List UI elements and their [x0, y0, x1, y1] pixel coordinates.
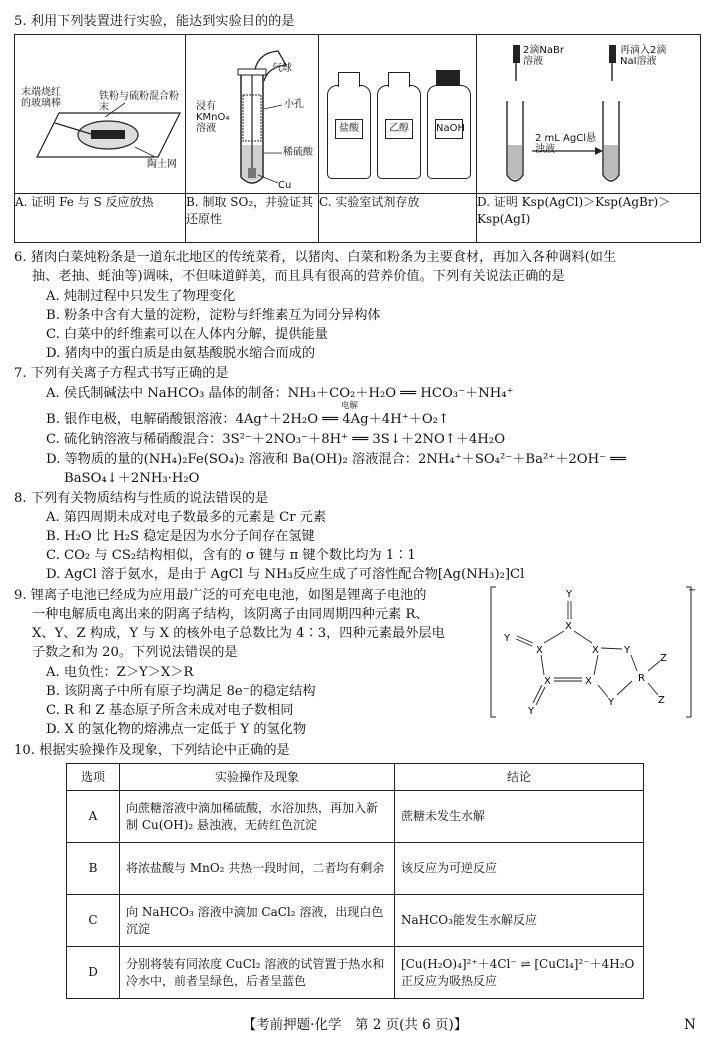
q10-row-b-operation: 将浓盐酸与 MnO₂ 共热一段时间，二者均有剩余	[120, 843, 395, 895]
q10-row-d-conclusion: [Cu(H₂O)₄]²⁺＋4Cl⁻ ⇌ [CuCl₄]²⁻＋4H₂O 正反应为吸热反应	[395, 947, 644, 999]
atom-x1: X	[565, 621, 572, 632]
fig-d-drop2-label: 再滴入2滴NaI溶液	[620, 45, 667, 67]
q10-row-d	[67, 947, 644, 999]
q8-option-b: B. H₂O 比 H₂S 稳定是因为水分子间存在氢键	[46, 529, 315, 544]
atom-x3: X	[592, 645, 599, 656]
q8-stem: 8. 下列有关物质结构与性质的说法错误的是	[14, 491, 269, 506]
atom-z2: Z	[658, 695, 665, 706]
q9-option-d: D. X 的氢化物的熔沸点一定低于 Y 的氢化物	[46, 722, 307, 737]
fig-a-net-label: 陶土网	[147, 159, 177, 170]
q7-option-c: C. 硫化钠溶液与稀硝酸混合：3S²⁻＋2NO₃⁻＋8H⁺ ══ 3S↓＋2NO↑＋4H₂O	[46, 432, 506, 447]
anion-charge: −	[688, 585, 697, 596]
atom-x2: X	[536, 645, 543, 656]
fig-d-agcl-label: 2 mL AgCl悬浊液	[535, 133, 596, 155]
q6-option-b: B. 粉条中含有大量的淀粉，淀粉与纤维素互为同分异构体	[46, 308, 381, 323]
q10-row-b	[67, 843, 644, 895]
q5-figure-c	[319, 35, 477, 194]
q10-row-c-operation: 向 NaHCO₃ 溶液中滴加 CaCl₂ 溶液，出现白色沉淀	[120, 895, 395, 947]
q10-header-conclusion: 结论	[395, 764, 644, 791]
q10-row-c-option: C	[67, 895, 120, 947]
q5-figure-b	[186, 35, 319, 194]
q10-table	[66, 763, 644, 999]
bottle-naoh-label: NaOH	[435, 119, 463, 139]
q5-caption-c: C. 实验室试剂存放	[319, 194, 477, 243]
q10-row-d-operation: 分别将装有同浓度 CuCl₂ 溶液的试管置于热水和冷水中，前者呈绿色，后者呈蓝色	[120, 947, 395, 999]
q5-stem: 5. 利用下列装置进行实验，能达到实验目的的是	[14, 14, 295, 29]
q9-option-c: C. R 和 Z 基态原子所含未成对电子数相同	[46, 703, 294, 718]
q7-option-a: A. 侯氏制碱法中 NaHCO₃ 晶体的制备：NH₃＋CO₂＋H₂O ══ HCO₃⁻＋NH₄⁺	[46, 386, 514, 401]
page-footer: 【考前押题·化学 第 2 页(共 6 页)】	[242, 1017, 468, 1033]
q5-caption-a: A. 证明 Fe 与 S 反应放热	[15, 194, 186, 243]
q10-row-a-operation: 向蔗糖溶液中滴加稀硫酸，水浴加热，再加入新制 Cu(OH)₂ 悬浊液，无砖红色沉淀	[120, 791, 395, 843]
atom-y3: Y	[624, 645, 631, 656]
q6-stem-line1: 6. 猪肉白菜炖粉条是一道东北地区的传统菜肴，以猪肉、白菜和粉条为主要食材，再加入各种调料(如生	[14, 250, 617, 265]
fig-b-balloon-label: 气球	[272, 63, 292, 74]
q10-header-option: 选项	[67, 764, 120, 791]
atom-y2: Y	[504, 633, 511, 644]
q5-figure-d	[477, 35, 701, 194]
q10-row-a-conclusion: 蔗糖未发生水解	[395, 791, 644, 843]
q9-stem-line3: X、Y、Z 构成，Y 与 X 的核外电子总数比为 4∶3，四种元素最外层电	[32, 626, 445, 641]
q10-row-c	[67, 895, 644, 947]
q9-option-b: B. 该阴离子中所有原子均满足 8e⁻的稳定结构	[46, 684, 316, 699]
q9-stem-line1: 9. 锂离子电池已经成为应用最广泛的可充电电池，如图是锂离子电池的	[14, 588, 427, 603]
atom-y5: Y	[528, 706, 535, 717]
atom-y4: Y	[608, 697, 615, 708]
q10-row-c-conclusion: NaHCO₃能发生水解反应	[395, 895, 644, 947]
bottle-hcl	[327, 85, 371, 179]
atom-y1: Y	[566, 589, 573, 600]
q10-row-a-option: A	[67, 791, 120, 843]
fig-b-hole-label: 小孔	[284, 99, 304, 110]
footer-mark: N	[684, 1017, 696, 1033]
fig-a-mix-label: 铁粉与硫粉混合粉末	[99, 91, 179, 113]
bottle-ethanol-label: 乙醇	[385, 119, 413, 139]
bottle-ethanol	[377, 85, 421, 179]
q7-option-d-line2: BaSO₄↓＋2NH₃·H₂O	[64, 471, 200, 486]
q7-option-d-line1: D. 等物质的量的(NH₄)₂Fe(SO₄)₂ 溶液和 Ba(OH)₂ 溶液混合：2NH₄⁺＋SO₄²⁻＋Ba²⁺＋2OH⁻ ══	[46, 452, 627, 467]
q10-stem: 10. 根据实验操作及现象，下列结论中正确的是	[14, 743, 290, 758]
atom-x4: X	[544, 676, 551, 687]
q7-b-condition: 电解	[341, 401, 359, 411]
atom-r: R	[638, 673, 645, 684]
atom-x5: X	[585, 676, 592, 687]
q6-option-d: D. 猪肉中的蛋白质是由氨基酸脱水缩合而成的	[46, 346, 316, 361]
q6-option-a: A. 炖制过程中只发生了物理变化	[46, 289, 236, 304]
q9-stem-line4: 子数之和为 20。下列说法错误的是	[32, 645, 238, 660]
q8-option-d: D. AgCl 溶于氨水，是由于 AgCl 与 NH₃反应生成了可溶性配合物[Ag(NH₃)₂]Cl	[46, 567, 525, 582]
fig-a-rod-label: 末端烧红的玻璃棒	[21, 87, 61, 109]
figure-a-drawing	[15, 35, 185, 194]
fig-b-acid-label: 稀硫酸	[283, 147, 313, 158]
fig-b-cu-label: Cu	[278, 180, 292, 191]
q10-header-operation: 实验操作及现象	[120, 764, 395, 791]
fig-b-kmno4-label: 浸有KMnO₄溶液	[196, 101, 230, 134]
atom-z1: Z	[660, 653, 667, 664]
q6-stem-line2: 抽、老抽、蚝油等)调味，不但味道鲜美，而且具有很高的营养价值。下列有关说法正确的是	[32, 269, 565, 284]
q8-option-c: C. CO₂ 与 CS₂结构相似，含有的 σ 键与 π 键个数比均为 1∶1	[46, 548, 416, 563]
q9-stem-line2: 一种电解质电离出来的阴离子结构，该阴离子由同周期四种元素 R、	[32, 607, 429, 622]
q8-option-a: A. 第四周期未成对电子数最多的元素是 Cr 元素	[46, 510, 327, 525]
q5-caption-b: B. 制取 SO₂，并验证其还原性	[186, 194, 319, 243]
bottle-hcl-label: 盐酸	[335, 119, 363, 139]
q10-row-d-option: D	[67, 947, 120, 999]
q9-option-a: A. 电负性：Z＞Y＞X＞R	[46, 665, 194, 680]
q9-anion-structure	[488, 583, 700, 723]
q10-row-a	[67, 791, 644, 843]
q7-option-b: B. 银作电极，电解硝酸银溶液：4Ag⁺＋2H₂O ══ 4Ag＋4H⁺＋O₂↑	[46, 412, 449, 427]
fig-d-drop1-label: 2滴NaBr溶液	[523, 45, 564, 67]
q5-figure-a	[15, 35, 186, 194]
bottle-naoh	[427, 85, 471, 179]
q10-row-b-conclusion: 该反应为可逆反应	[395, 843, 644, 895]
q6-option-c: C. 白菜中的纤维素可以在人体内分解，提供能量	[46, 327, 328, 342]
q5-apparatus-table	[14, 34, 701, 243]
q10-row-b-option: B	[67, 843, 120, 895]
q7-stem: 7. 下列有关离子方程式书写正确的是	[14, 366, 229, 381]
q5-caption-d: D. 证明 Ksp(AgCl)＞Ksp(AgBr)＞Ksp(AgI)	[477, 194, 701, 243]
